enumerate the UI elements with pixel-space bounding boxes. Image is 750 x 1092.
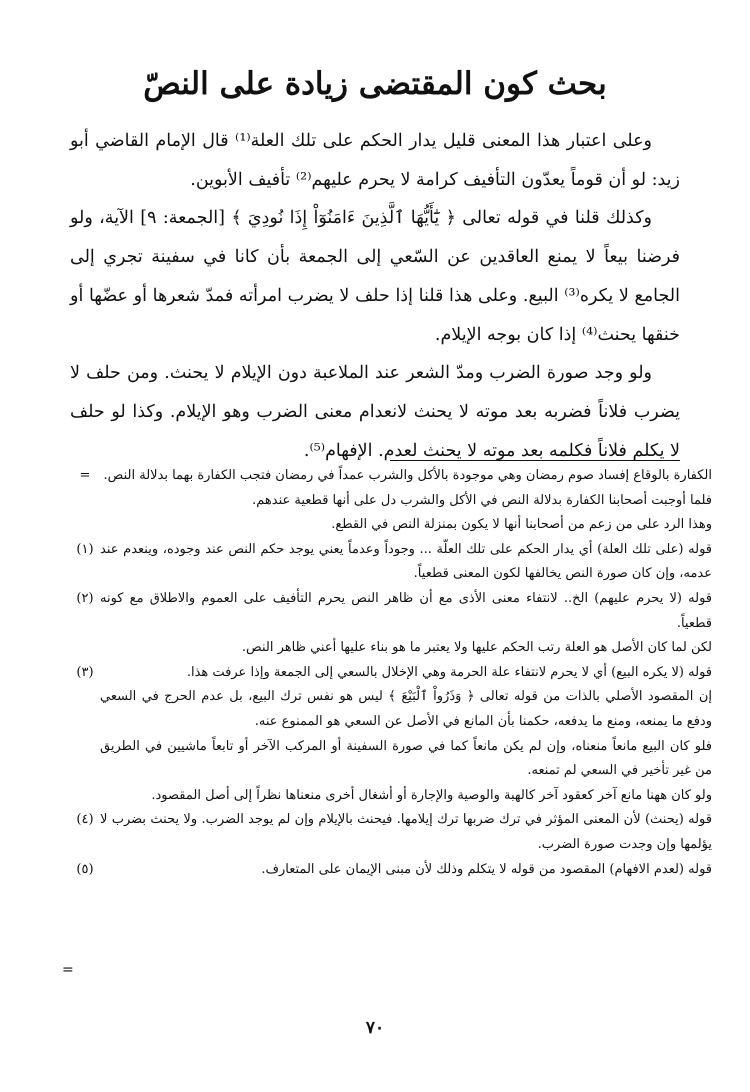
footnote (70, 513, 722, 538)
footnote-text: قوله (على تلك العلة) أي يدار الحكم على تلك العلّة ... وجوداً وعدماً يعني يوجد حكم النص عند وجوده، وينعدم عند عدمه، وإن كان صورة النص يخالفها لكون المعنى قطعياً. (100, 541, 712, 582)
paragraph-text: وعلى اعتبار هذا المعنى قليل يدار الحكم على تلك العلة⁽¹⁾ قال الإمام القاضي أبو زيد: لو أن قوماً يعدّون التأفيف كرامة لا يحرم عليهم⁽²⁾ تأفيف الأبوين. (70, 131, 680, 190)
paragraph (70, 354, 680, 470)
footnotes (70, 464, 722, 882)
continuation-mark: = (62, 962, 74, 978)
page-title: بحث كون المقتضى زيادة على النصّ (143, 66, 607, 102)
paragraph (70, 199, 680, 354)
footnote-mark: (١) (76, 541, 94, 557)
footnote (70, 858, 722, 883)
paragraph (70, 122, 680, 199)
footnote (70, 661, 722, 686)
footnote-mark: (٤) (76, 812, 94, 828)
footnote (70, 784, 722, 809)
footnote (70, 464, 722, 489)
footnote-mark: (٢) (76, 590, 94, 606)
footnote-text: قوله (يحنث) لأن المعنى المؤثر في ترك ضربها ترك إيلامها. فيحنث بالإيلام وإن لم يوجد الضرب. ولا يحنث بضرب لا يؤلمها وإن وجدت صورة الضرب. (100, 812, 712, 852)
footnote (70, 587, 722, 636)
footnote-text: ولو كان ههنا مانع آخر كعقود آخر كالهبة والوصية والإجارة أو أشغال أخرى منعناها نظراً إلى أصل المقصود. (151, 787, 712, 803)
page-number: ٧٠ (365, 1018, 385, 1038)
footnote-text: الكفارة بالوقاع إفساد صوم رمضان وهي موجودة بالأكل والشرب عمداً في رمضان فتجب الكفارة بهما بدلالة النص. (103, 468, 712, 483)
footnote-text: وهذا الرد على من زعم من أصحابنا أنها لا يكون بمنزلة النص في القطع. (331, 517, 712, 533)
paragraph-text: ولو وجد صورة الضرب ومدّ الشعر عند الملاعبة دون الإيلام لا يحنث. ومن حلف لا يضرب فلاناً فضربه بعد موته لا يحنث لانعدام معنى الضرب وهو الإيلام. وكذا لو حلف لا يكلم فلاناً فكلمه بعد موته لا يحنث لعدم. الإفهام⁽⁵⁾. (70, 363, 680, 461)
footnote-text: إن المقصود الأصلي بالذات من قوله تعالى ﴿ وَذَرُواْ ٱلْبَيْعَ ﴾ ليس هو نفس ترك البيع، بل عدم الحرج في السعي ودفع ما يمنعه، ومنع ما يدفعه، حكمنا بأن المانع في الأصل عن السعي هو الممنوع عنه. (100, 689, 712, 729)
paragraph-text: وكذلك قلنا في قوله تعالى ﴿ يَٰٓأَيُّهَا ٱلَّذِينَ ءَامَنُوٓاْ إِذَا نُودِيَ ﴾ [الجمعة: ٩] الآية، ولو فرضنا بيعاً لا يمنع العاقدين عن السّعي إلى الجمعة بأن كانا في سفينة تجري إلى الجامع لا يكره⁽³⁾ البيع. وعلى هذا قلنا إذا حلف لا يضرب امرأته فمدّ شعرها أو عضّها أو خنقها يحنث⁽⁴⁾ إذا كان بوجه الإيلام. (70, 208, 680, 345)
footnote (70, 489, 722, 514)
footnote-text: فلما أوجبت أصحابنا الكفارة بدلالة النص في الأكل والشرب دل على أنها قطعية عندهم. (252, 492, 712, 508)
footnote (70, 538, 722, 587)
footnote (70, 735, 722, 784)
footnote-text: لكن لما كان الأصل هو العلة رتب الحكم عليها ولا يعتبر ما هو بناء عليها أعني ظاهر النص. (241, 640, 712, 656)
footnote (70, 808, 722, 857)
footnote-text: قوله (لا يحرم عليهم) الخ.. لانتفاء معنى الأذى مع أن ظاهر النص يحرم التأفيف على العموم والاطلاق مع كونه قطعياً. (100, 590, 712, 631)
footnote-mark: (٥) (76, 861, 94, 877)
footnote-text: قوله (لا يكره البيع) أي لا يحرم لانتفاء علة الحرمة وهي الإخلال بالسعي إلى الجمعة وإذا عرفت هذا. (186, 664, 712, 680)
footnote-separator (390, 460, 680, 461)
footnote-text: قوله (لعدم الافهام) المقصود من قوله لا يتكلم وذلك لأن مبنى الإيمان على المتعارف. (261, 861, 712, 877)
footnote-mark: = (79, 468, 91, 483)
main-text (70, 122, 680, 470)
footnote-text: فلو كان البيع مانعاً منعناه، وإن لم يكن مانعاً كما في صورة السفينة أو المركب الآخر أو تابعاً ماشيين في الطريق من غير تأخير في السعي لم تمنعه. (100, 738, 712, 779)
footnote (70, 685, 722, 734)
footnote (70, 636, 722, 661)
footnote-mark: (٣) (76, 664, 94, 680)
